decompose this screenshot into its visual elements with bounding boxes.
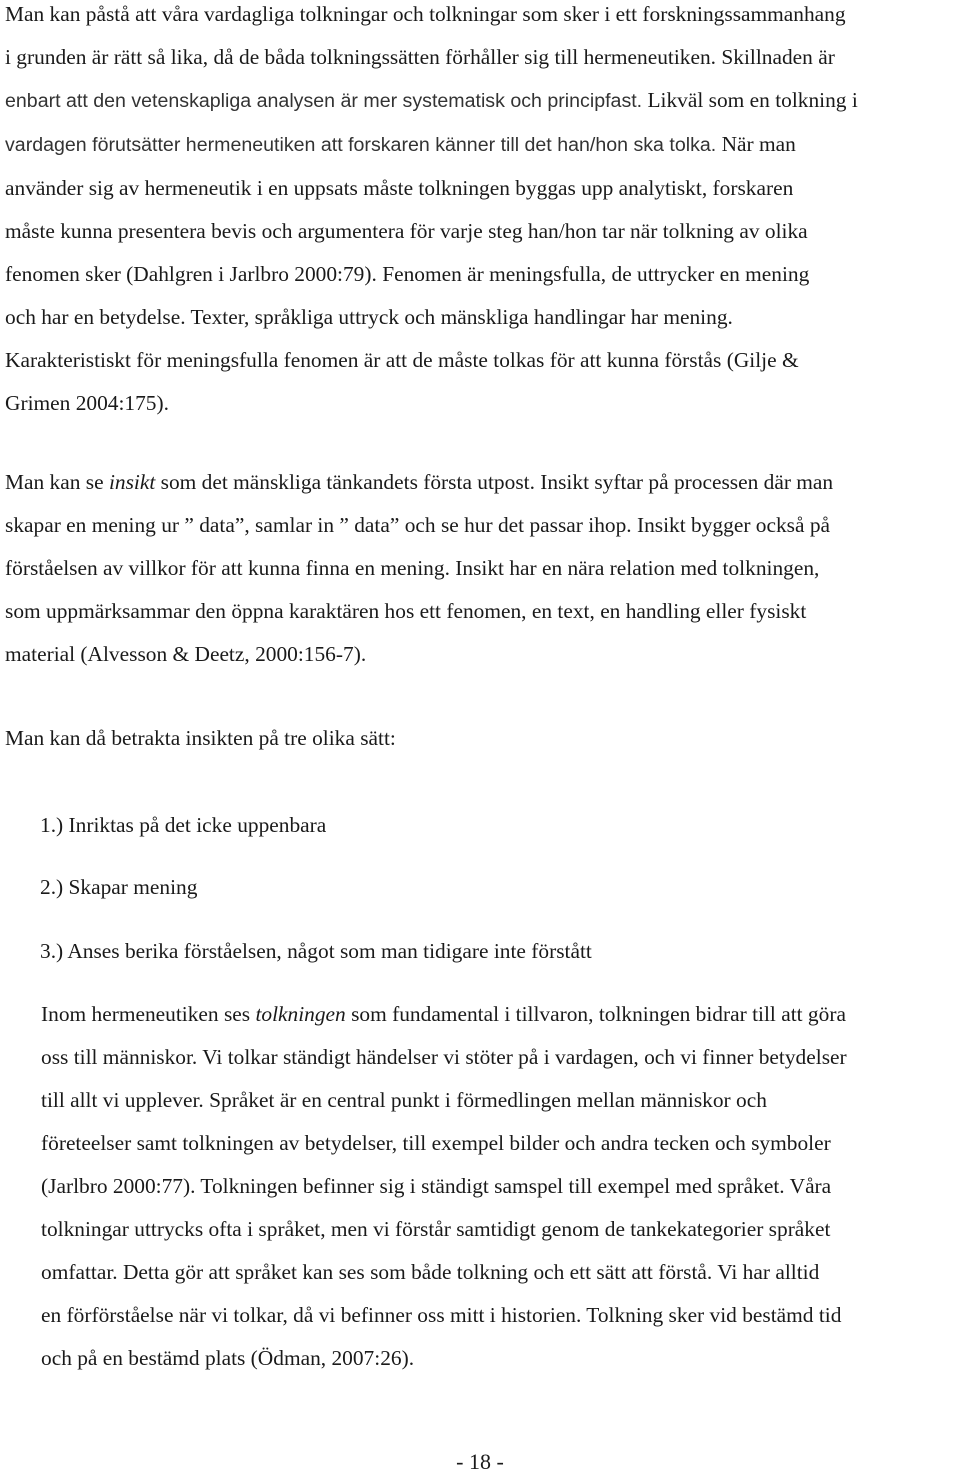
- text-line: som uppmärksammar den öppna karaktären hos ett fenomen, en text, en handling eller fysiskt: [5, 599, 807, 623]
- text-line: [5, 461, 955, 504]
- text-line: tolkningar uttrycks ofta i språket, men vi förstår samtidigt genom de tankekategorier språket: [41, 1217, 831, 1241]
- text-line: använder sig av hermeneutik i en uppsats måste tolkningen byggas upp analytiskt, forskaren: [5, 176, 794, 200]
- paragraph-insight: [5, 461, 955, 676]
- text-segment: vardagen förutsätter hermeneutiken att forskaren känner till det han/hon ska tolka.: [5, 134, 717, 156]
- text-line: en förförståelse när vi tolkar, då vi befinner oss mitt i historien. Tolkning sker vid bestämd tid: [41, 1303, 842, 1327]
- page-number: - 18 -: [456, 1449, 504, 1474]
- text-line: [5, 79, 960, 123]
- list-item: 2.) Skapar mening: [40, 875, 198, 899]
- text-segment: När man: [716, 132, 796, 156]
- text-line: företeelser samt tolkningen av betydelser, till exempel bilder och andra tecken och symboler: [41, 1131, 831, 1155]
- italic-term: tolkningen: [255, 1002, 346, 1026]
- text-segment: Inom hermeneutiken ses: [41, 1002, 256, 1026]
- text-line: i grunden är rätt så lika, då de båda tolkningssätten förhåller sig till hermeneutiken. Skillnaden är: [5, 45, 835, 69]
- text-segment: Man kan se: [5, 470, 109, 494]
- text-line: och på en bestämd plats (Ödman, 2007:26).: [41, 1346, 415, 1370]
- text-line: (Jarlbro 2000:77). Tolkningen befinner sig i ständigt samspel till exempel med språket. Våra: [41, 1174, 832, 1198]
- text-line: [5, 123, 960, 167]
- paragraph-three-ways: Man kan då betrakta insikten på tre olika sätt:: [5, 726, 396, 750]
- paragraph-interpretation: [41, 993, 847, 1380]
- text-line: förståelsen av villkor för att kunna finna en mening. Insikt har en nära relation med tolkningen,: [5, 556, 820, 580]
- text-segment: som fundamental i tillvaron, tolkningen bidrar till att göra: [345, 1002, 846, 1026]
- italic-term: insikt: [108, 470, 156, 494]
- text-line: skapar en mening ur ” data”, samlar in ” data” och se hur det passar ihop. Insikt bygger också på: [5, 513, 831, 537]
- text-line: och har en betydelse. Texter, språkliga uttryck och mänskliga handlingar har mening.: [5, 305, 733, 329]
- list-item: 3.) Anses berika förståelsen, något som man tidigare inte förstått: [40, 939, 592, 963]
- text-segment: enbart att den vetenskapliga analysen är mer systematisk och principfast.: [5, 90, 643, 112]
- text-line: Grimen 2004:175).: [5, 391, 169, 415]
- text-line: Man kan påstå att våra vardagliga tolkningar och tolkningar som sker i ett forskningssammanhang: [5, 2, 846, 26]
- text-line: fenomen sker (Dahlgren i Jarlbro 2000:79). Fenomen är meningsfulla, de uttrycker en mening: [5, 262, 810, 286]
- text-segment: Likväl som en tolkning i: [642, 88, 858, 112]
- text-segment: som det mänskliga tänkandets första utpost. Insikt syftar på processen där man: [155, 470, 834, 494]
- list-item: 1.) Inriktas på det icke uppenbara: [40, 813, 327, 837]
- paragraph-hermeneutics-intro: [5, 0, 960, 425]
- text-line: Karakteristiskt för meningsfulla fenomen är att de måste tolkas för att kunna förstås (Gilje &: [5, 348, 799, 372]
- text-line: omfattar. Detta gör att språket kan ses som både tolkning och ett sätt att förstå. Vi har alltid: [41, 1260, 820, 1284]
- text-line: till allt vi upplever. Språket är en central punkt i förmedlingen mellan människor och: [41, 1088, 767, 1112]
- text-line: material (Alvesson & Deetz, 2000:156-7).: [5, 642, 367, 666]
- text-line: [41, 993, 847, 1036]
- text-line: måste kunna presentera bevis och argumentera för varje steg han/hon tar när tolkning av olika: [5, 219, 808, 243]
- text-line: oss till människor. Vi tolkar ständigt händelser vi stöter på i vardagen, och vi finner betydelser: [41, 1045, 847, 1069]
